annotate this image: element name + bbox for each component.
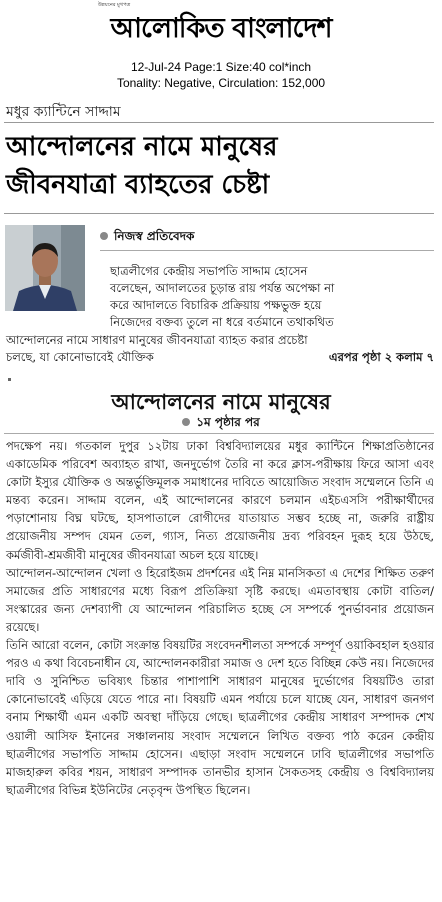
- reporter-photo: [5, 225, 85, 311]
- clip-meta-date-page: 12-Jul-24 Page:1 Size:40 col*inch: [130, 60, 312, 74]
- headline-line: জীবনযাত্রা ব্যাহতের চেষ্টা: [6, 170, 270, 200]
- divider: [4, 433, 434, 434]
- clip-meta-tonality: Tonality: Negative, Circulation: 152,000: [116, 76, 326, 90]
- continued-from-text: ১ম পৃষ্ঠার পর: [196, 415, 260, 429]
- body-paragraph: আন্দোলন-আন্দোলন খেলা ও হিরোইজম প্রদর্শনের এই নিম্ন মানসিকতা এ দেশের শিক্ষিত তরুণ সমাজের প্রতি সাধারণের মধ্যে বিরূপ প্রতিক্রিয়া সৃষ্টি করছে। এমতাবস্থায় কোটা বাতিল/সংস্কারের জন্য দেশব্যাপী যে আন্দোলন পরিচালিত হচ্ছে সে সম্পর্কে পুনর্ভাবনার প্রয়োজন রয়েছে।: [6, 565, 434, 634]
- article-body: [6, 437, 434, 799]
- divider: [100, 250, 434, 251]
- masthead-tagline: উন্নয়নের মুখপত্র: [98, 2, 131, 8]
- intro-continuation: [6, 332, 434, 366]
- marker: [8, 378, 11, 381]
- article-kicker: মধুর ক্যান্টিনে সাদ্দাম: [6, 104, 121, 120]
- body-paragraph: তিনি আরো বলেন, কোটা সংক্রান্ত বিষয়টির সংবেদনশীলতা সম্পর্কে সম্পূর্ণ ওয়াকিবহাল হওয়ার পরও এ কথা বিবেচনাধীন যে, আন্দোলনকারীরা সমাজ ও দেশ হতে বিচ্ছিন্ন কেউ নয়। নিজেদের দাবি ও সুনিশ্চিত ভবিষ্যৎ চিন্তার পাশাপাশি সাধারণ মানুষের দুর্ভোগের বিষয়টিও তারা কোনোভাবেই এড়িয়ে যেতে পারে না। বিষয়টি এমন পর্যায়ে চলে যাচ্ছে যেন, সাধারণ জনগণ বনাম শিক্ষার্থী এমন একটি অবস্থা দাঁড়িয়ে গেছে। ছাত্রলীগের কেন্দ্রীয় সাধারণ সম্পাদক শেখ ওয়ালী আসিফ ইনানের সঞ্চালনায় সংবাদ সম্মেলনে লিখিত বক্তব্য পাঠ করেন কেন্দ্রীয় ছাত্রলীগের সভাপতি সাদ্দাম হোসেন। এছাড়া সংবাদ সম্মেলনে ঢাবি ছাত্রলীগের সভাপতি মাজহারুল কবির শয়ন, সাধারণ সম্পাদক তানভীর হাসান সৈকতসহ কেন্দ্রীয় ও বিশ্ববিদ্যালয় ছাত্রলীগের বিভিন্ন ইউনিটের নেতৃবৃন্দ উপস্থিত ছিলেন।: [6, 638, 434, 797]
- byline-text: নিজস্ব প্রতিবেদক: [114, 229, 195, 243]
- intro-line: করে আদালতে বিচারিক প্রক্রিয়ায় পক্ষভুক্ত হয়ে: [110, 298, 322, 312]
- article-headline: [6, 128, 434, 204]
- masthead: [0, 0, 442, 58]
- headline-line: আন্দোলনের নামে মানুষের: [6, 132, 278, 162]
- bullet-icon: [182, 418, 190, 426]
- body-paragraph: পদক্ষেপ নয়। গতকাল দুপুর ১২টায় ঢাকা বিশ্ববিদ্যালয়ের মধুর ক্যান্টিনে শিক্ষাপ্রতিষ্ঠানের একাডেমিক পরিবেশ অব্যাহত রাখা, জনদুর্ভোগ তৈরি না করে ক্লাস-পরীক্ষায় ফিরে আসা এবং কোটা ইস্যুর যৌক্তিক ও অন্তর্ভুক্তিমূলক সমাধানের দাবিতে আয়োজিত সংবাদ সম্মেলনে তিনি এ মন্তব্য করেন। সাদ্দাম বলেন, এই আন্দোলনের কারণে চলমান এইচএসসি পরীক্ষার্থীদের পড়াশোনায় বিঘ্ন ঘটছে, হাসপাতালে রোগীদের যাতায়াত সম্ভব হচ্ছে না, জরুরি রাষ্ট্রীয় প্রয়োজনীয় সম্পদ যেমন তেল, গ্যাস, নিত্য প্রয়োজনীয় দ্রব্য পরিবহন দুরূহ হয়ে উঠছে, কর্মজীবী-শ্রমজীবী মানুষের জীবনযাত্রা অচল হয়ে যাচ্ছে।: [6, 439, 434, 562]
- continued-from: [0, 414, 442, 434]
- intro-line: নিজেদের বক্তব্য তুলে না ধরে বর্তমানে তথাকথিত: [110, 315, 334, 329]
- masthead-title: আলোকিত বাংলাদেশ: [110, 13, 332, 44]
- jump-reference: এরপর পৃষ্ঠা ২ কলাম ৭: [328, 350, 434, 364]
- intro-line: বলেছেন, আদালতের চূড়ান্ত রায় পর্যন্ত অপেক্ষা না: [110, 281, 335, 295]
- continued-headline: আন্দোলনের নামে মানুষের: [111, 390, 331, 414]
- divider: [4, 213, 434, 214]
- intro-line: চলছে, যা কোনোভাবেই যৌক্তিক: [6, 350, 154, 364]
- byline: [100, 228, 194, 248]
- intro-line: আন্দোলনের নামে সাধারণ মানুষের জীবনযাত্রা ব্যাহত করার প্রচেষ্টা: [6, 333, 308, 347]
- bullet-icon: [100, 232, 108, 240]
- intro-line: ছাত্রলীগের কেন্দ্রীয় সভাপতি সাদ্দাম হোসেন: [110, 264, 308, 278]
- intro-paragraph: [110, 263, 432, 331]
- divider: [4, 122, 434, 123]
